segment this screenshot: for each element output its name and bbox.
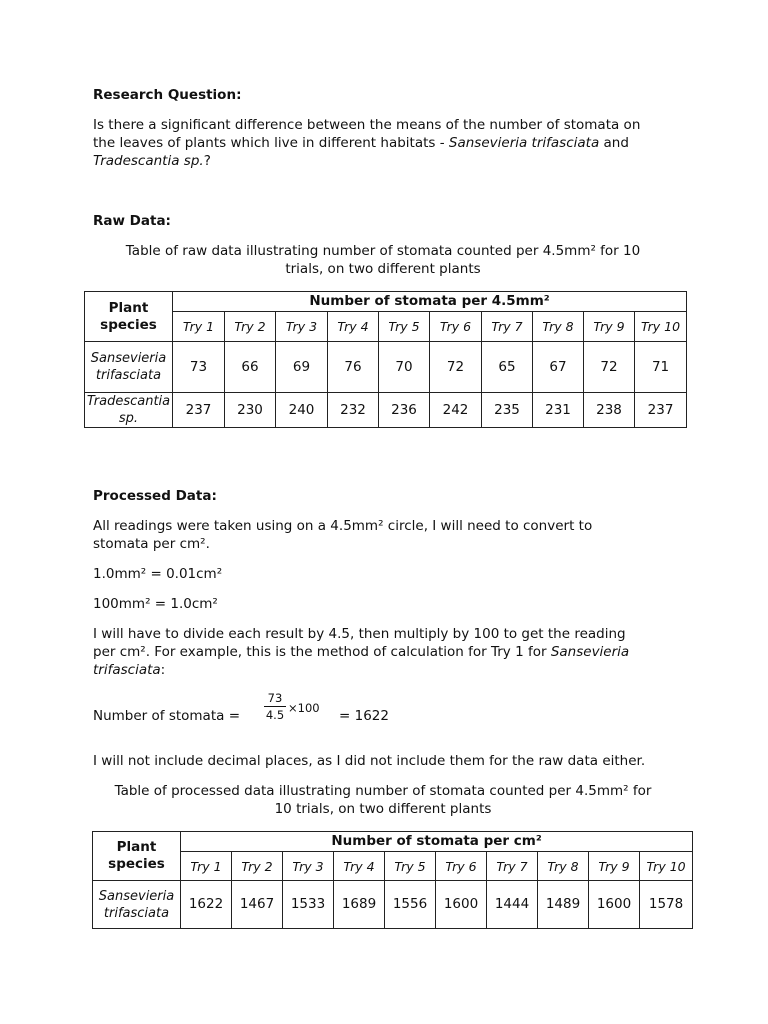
trial-header: Try 4	[328, 312, 379, 342]
table-cell: 237	[173, 393, 225, 428]
row-species-name: Tradescantia sp.	[85, 393, 173, 428]
processed-data-heading: Processed Data:	[93, 488, 217, 504]
research-question-text	[93, 116, 683, 170]
research-question-end: ?	[203, 153, 211, 169]
processed-caption-line2: 10 trials, on two different plants	[274, 801, 492, 817]
formula-result: = 1622	[339, 708, 389, 724]
table-cell: 238	[584, 393, 635, 428]
table-cell: 65	[482, 342, 533, 393]
table-cell: 230	[225, 393, 276, 428]
trial-header: Try 5	[379, 312, 430, 342]
trial-header: Try 9	[589, 852, 640, 881]
method-text	[93, 625, 683, 679]
trial-header: Try 8	[533, 312, 584, 342]
research-question-line1: Is there a significant difference between the means of the number of stomata on	[93, 117, 641, 133]
table-trial-header-row	[85, 312, 687, 342]
trial-header: Try 5	[385, 852, 436, 881]
table-cell: 1600	[436, 881, 487, 929]
formula-multiplier: ×100	[288, 701, 320, 715]
trial-header: Try 10	[635, 312, 687, 342]
table-cell: 72	[430, 342, 482, 393]
trial-header: Try 7	[487, 852, 538, 881]
table-cell: 237	[635, 393, 687, 428]
table-cell: 1444	[487, 881, 538, 929]
method-line2: per cm². For example, this is the method of calculation for Try 1 for	[93, 644, 551, 660]
table-cell: 73	[173, 342, 225, 393]
stomata-group-header: Number of stomata per 4.5mm²	[173, 292, 687, 312]
table-cell: 242	[430, 393, 482, 428]
trial-header: Try 3	[276, 312, 328, 342]
trial-header: Try 10	[640, 852, 693, 881]
table-cell: 67	[533, 342, 584, 393]
trial-header: Try 7	[482, 312, 533, 342]
processed-intro-line1: All readings were taken using on a 4.5mm² circle, I will need to convert to	[93, 518, 593, 534]
trial-header: Try 2	[225, 312, 276, 342]
table-cell: 1689	[334, 881, 385, 929]
processed-caption-line1: Table of processed data illustrating number of stomata counted per 4.5mm² for	[114, 783, 652, 799]
table-cell: 231	[533, 393, 584, 428]
trial-header: Try 6	[436, 852, 487, 881]
trial-header: Try 9	[584, 312, 635, 342]
trial-header: Try 6	[430, 312, 482, 342]
table-row	[85, 342, 687, 393]
species-name-sansevieria: Sansevieria trifasciata	[448, 135, 600, 151]
species-name-tradescantia: Tradescantia sp.	[93, 153, 204, 169]
table-cell: 232	[328, 393, 379, 428]
conversion-line-2: 100mm² = 1.0cm²	[93, 596, 218, 612]
trial-header: Try 1	[173, 312, 225, 342]
table-cell: 1467	[232, 881, 283, 929]
stomata-group-header: Number of stomata per cm²	[181, 832, 693, 852]
table-row	[93, 881, 693, 929]
research-question-line2: the leaves of plants which live in different habitats -	[93, 135, 449, 151]
formula-label: Number of stomata =	[93, 708, 241, 724]
table-cell: 1489	[538, 881, 589, 929]
method-line3-end: :	[160, 662, 166, 678]
table-cell: 76	[328, 342, 379, 393]
table-row	[85, 393, 687, 428]
formula-denominator: 4.5	[265, 708, 285, 722]
trial-header: Try 8	[538, 852, 589, 881]
method-line1: I will have to divide each result by 4.5, then multiply by 100 to get the reading	[93, 626, 626, 642]
trial-header: Try 1	[181, 852, 232, 881]
table-header-row	[85, 292, 687, 312]
table-trial-header-row	[93, 852, 693, 881]
processed-intro	[93, 517, 683, 553]
trial-header: Try 3	[283, 852, 334, 881]
processed-table-caption	[93, 782, 673, 818]
table-cell: 235	[482, 393, 533, 428]
decimal-note: I will not include decimal places, as I did not include them for the raw data either.	[93, 753, 646, 769]
table-header-row	[93, 832, 693, 852]
research-question-and: and	[599, 135, 629, 151]
row-species-name: Sansevieria trifasciata	[93, 881, 181, 929]
table-cell: 240	[276, 393, 328, 428]
formula-fraction	[264, 691, 286, 722]
trial-header: Try 4	[334, 852, 385, 881]
table-cell: 1556	[385, 881, 436, 929]
species-name-sansevieria: Sansevieria	[550, 644, 630, 660]
trial-header: Try 2	[232, 852, 283, 881]
table-cell: 1600	[589, 881, 640, 929]
raw-caption-line1: Table of raw data illustrating number of stomata counted per 4.5mm² for 10	[125, 243, 641, 259]
processed-intro-line2: stomata per cm².	[93, 536, 210, 552]
table-cell: 1622	[181, 881, 232, 929]
conversion-line-1: 1.0mm² = 0.01cm²	[93, 566, 223, 582]
fraction-bar	[264, 706, 286, 707]
research-question-heading: Research Question:	[93, 87, 242, 103]
row-species-name: Sansevieria trifasciata	[85, 342, 173, 393]
raw-data-table	[84, 291, 687, 428]
raw-table-caption	[93, 242, 673, 278]
table-cell: 71	[635, 342, 687, 393]
formula-numerator: 73	[267, 691, 283, 705]
table-cell: 69	[276, 342, 328, 393]
processed-data-table	[92, 831, 693, 929]
table-cell: 1533	[283, 881, 334, 929]
raw-caption-line2: trials, on two different plants	[285, 261, 481, 277]
raw-data-heading: Raw Data:	[93, 213, 171, 229]
table-cell: 72	[584, 342, 635, 393]
species-name-trifasciata: trifasciata	[93, 662, 161, 678]
table-cell: 236	[379, 393, 430, 428]
species-column-header: Plant species	[85, 292, 173, 342]
table-cell: 1578	[640, 881, 693, 929]
table-cell: 66	[225, 342, 276, 393]
species-column-header: Plant species	[93, 832, 181, 881]
table-cell: 70	[379, 342, 430, 393]
